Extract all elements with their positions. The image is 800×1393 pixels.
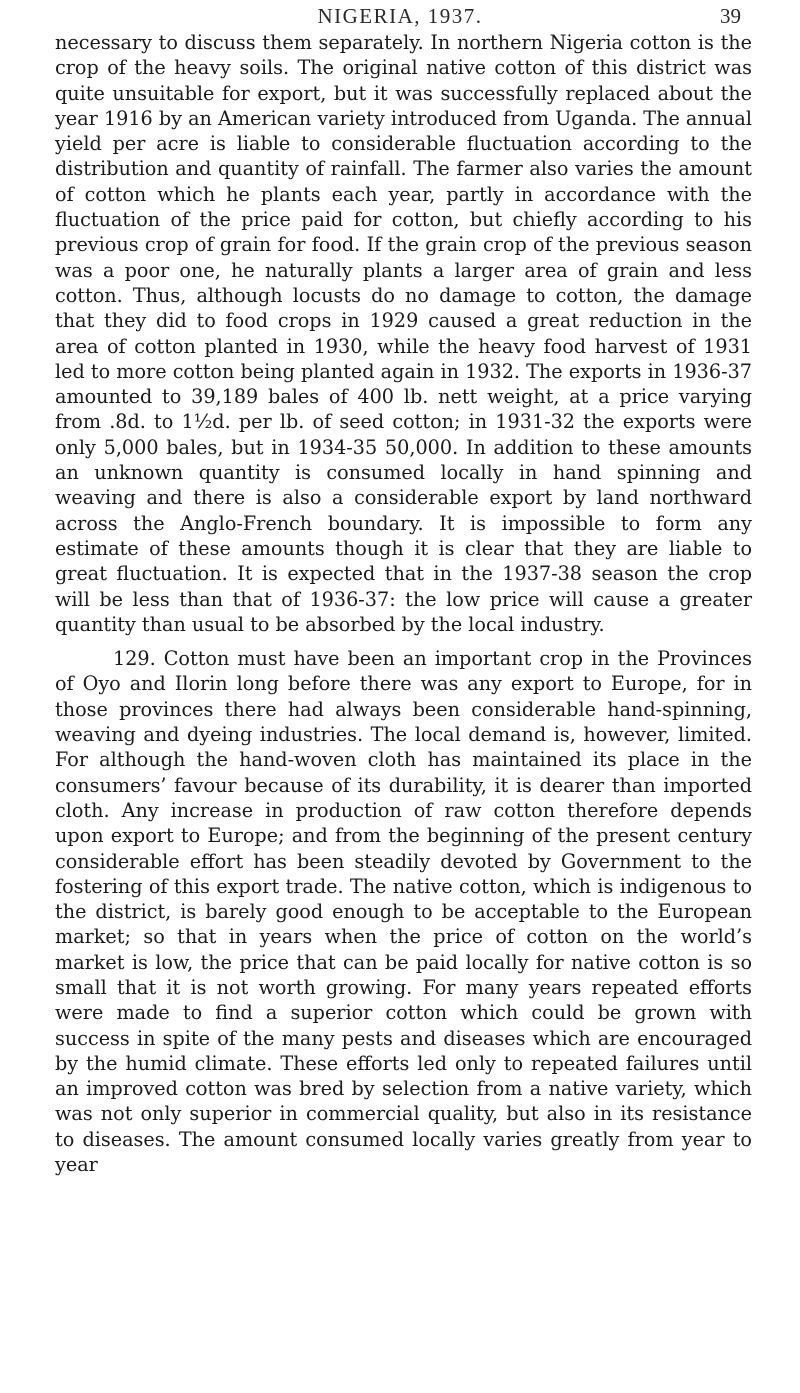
body-text	[55, 30, 752, 1177]
running-head	[55, 4, 745, 30]
running-title: NIGERIA, 1937.	[317, 4, 483, 28]
paragraph-129: 129. Cotton must have been an important crop in the Provinces of Oyo and Ilorin long before there was any export to Europe, for in those provinces there had always been considerable hand-spinning, weaving and dyeing industries. The local demand is, however, limited. For although the hand-woven cloth has maintained its place in the consumers’ favour because of its durability, it is dearer than imported cloth. Any increase in production of raw cotton therefore depends upon export to Europe; and from the beginning of the present century considerable effort has been steadily devoted by Government to the fostering of this export trade. The native cotton, which is indigenous to the district, is barely good enough to be acceptable to the European market; so that in years when the price of cotton on the world’s market is low, the price that can be paid locally for native cotton is so small that it is not worth growing. For many years repeated efforts were made to find a superior cotton which could be grown with success in spite of the many pests and diseases which are encouraged by the humid climate. These efforts led only to repeated failures until an improved cotton was bred by selection from a native variety, which was not only superior in commercial quality, but also in its resistance to diseases. The amount consumed locally varies greatly from year to year	[55, 647, 752, 1177]
paragraph-continued: necessary to discuss them separately. In northern Nigeria cotton is the crop of the heavy soils. The original native cotton of this district was quite unsuitable for export, but it was successfully replaced about the year 1916 by an American variety introduced from Uganda. The annual yield per acre is liable to considerable fluctuation according to the distribution and quantity of rainfall. The farmer also varies the amount of cotton which he plants each year, partly in accordance with the fluctuation of the price paid for cotton, but chiefly according to his previous crop of grain for food. If the grain crop of the previous season was a poor one, he naturally plants a larger area of grain and less cotton. Thus, although locusts do no damage to cotton, the damage that they did to food crops in 1929 caused a great reduction in the area of cotton planted in 1930, while the heavy food harvest of 1931 led to more cotton being planted again in 1932. The exports in 1936-37 amounted to 39,189 bales of 400 lb. nett weight, at a price varying from .8d. to 1½d. per lb. of seed cotton; in 1931-32 the exports were only 5,000 bales, but in 1934-35 50,000. In addition to these amounts an unknown quantity is consumed locally in hand spinning and weaving and there is also a considerable export by land northward across the Anglo-French boundary. It is impossible to form any estimate of these amounts though it is clear that they are liable to great fluctuation. It is expected that in the 1937-38 season the crop will be less than that of 1936-37: the low price will cause a greater quantity than usual to be absorbed by the local industry.	[55, 31, 752, 636]
page-number: 39	[720, 4, 741, 28]
